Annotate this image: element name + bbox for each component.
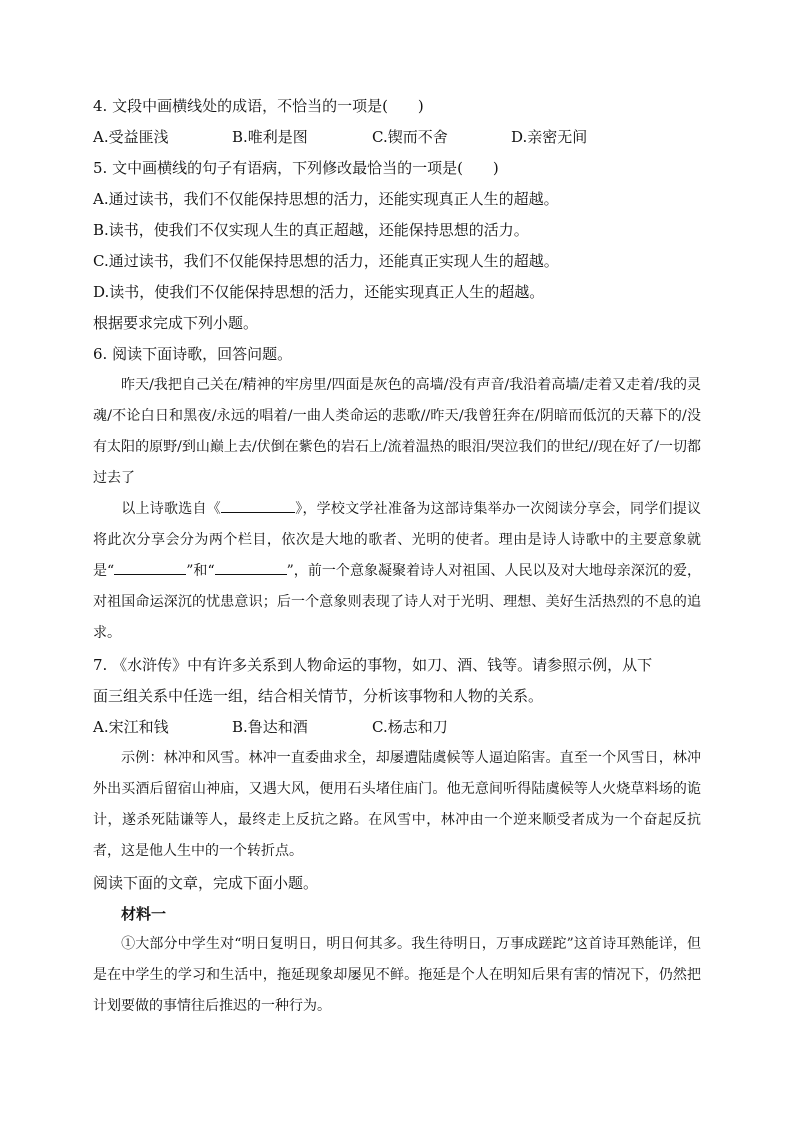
q6-fill-paragraph	[93, 494, 701, 649]
q4-option-d: D.亲密无间	[511, 128, 588, 146]
q5-stem: 5. 文中画横线的句子有语病，下列修改最恰当的一项是( )	[93, 159, 499, 177]
q6-para-part-d: ”，前一个意象凝聚着诗人对祖国、人民以及对大地母亲深沉的爱，对祖国命运深沉的忧患意识；后一个意象则表现了诗人对于光明、理想、美好生活热烈的不息的追求。	[93, 563, 701, 641]
q6-para-part-b: 》，学校文学社准备为这部诗集举办一次阅读分享会，同学们提议将此次分享会分为两个栏目，依次是大地的歌者、光明的使者。理由是诗人诗歌中的主要意象就是“	[93, 501, 702, 579]
q7-example	[93, 743, 701, 867]
blank-poem-collection[interactable]	[221, 498, 295, 513]
q7-option-c: C.杨志和刀	[372, 718, 448, 736]
q6-poem-text: 昨天/我把自己关在/精神的牢房里/四面是灰色的高墙/没有声音/我沿着高墙/走着又走着/我的灵魂/不论白日和黑夜/永远的唱着/一曲人类命运的悲歌//昨天/我曾狂奔在/阴暗而低沉的天幕下的/没有太阳的原野/到山巅上去/伏倒在紫色的岩石上/流着温热的眼泪/哭泣我们的世纪//现在好了/一切都过去了	[93, 377, 701, 486]
q7-stem-line1: 7. 《水浒传》中有许多关系到人物命运的事物，如刀、酒、钱等。请参照示例，从下	[93, 656, 653, 674]
material-paragraph-1	[93, 929, 701, 1022]
section-intro: 根据要求完成下列小题。	[93, 314, 259, 332]
q5-option-c: C.通过读书，我们不仅能保持思想的活力，还能真正实现人生的超越。	[93, 252, 559, 270]
q5-option-d: D.读书，使我们不仅能保持思想的活力，还能实现真正人生的超越。	[93, 283, 545, 301]
q4-option-c: C.锲而不舍	[372, 128, 448, 146]
q7-option-b: B.鲁达和酒	[232, 718, 308, 736]
q6-poem	[93, 370, 701, 494]
blank-image-one[interactable]	[114, 560, 186, 575]
q5-option-b: B.读书，使我们不仅实现人生的真正超越，还能保持思想的活力。	[93, 221, 529, 239]
reading-intro: 阅读下面的文章，完成下面小题。	[93, 874, 319, 892]
q7-option-a: A.宋江和钱	[93, 718, 169, 736]
blank-image-two[interactable]	[215, 560, 287, 575]
q6-stem: 6. 阅读下面诗歌，回答问题。	[93, 345, 293, 363]
material-paragraph-1-text: ①大部分中学生对“明日复明日，明日何其多。我生待明日，万事成蹉跎”这首诗耳熟能详，但是在中学生的学习和生活中，拖延现象却屡见不鲜。拖延是个人在明知后果有害的情况下，仍然把计划要做的事情往后推迟的一种行为。	[93, 936, 701, 1014]
q7-example-text: 示例：林冲和风雪。林冲一直委曲求全，却屡遭陆虞候等人逼迫陷害。直至一个风雪日，林冲外出买酒后留宿山神庙，又遇大风，便用石头堵住庙门。他无意间听得陆虞候等人火烧草料场的诡计，遂杀死陆谦等人，最终走上反抗之路。在风雪中，林冲由一个逆来顺受者成为一个奋起反抗者，这是他人生中的一个转折点。	[93, 750, 701, 859]
q4-option-b: B.唯利是图	[232, 128, 308, 146]
q4-stem: 4. 文段中画横线处的成语，不恰当的一项是( )	[93, 97, 424, 115]
q6-para-part-c: ”和“	[186, 563, 215, 579]
material-title: 材料一	[121, 905, 167, 923]
q7-stem-line2: 面三组关系中任选一组，结合相关情节，分析该事物和人物的关系。	[93, 687, 544, 705]
q5-option-a: A.通过读书，我们不仅能保持思想的活力，还能实现真正人生的超越。	[93, 190, 559, 208]
q4-option-a: A.受益匪浅	[93, 128, 169, 146]
q6-para-part-a: 以上诗歌选自《	[121, 501, 221, 517]
